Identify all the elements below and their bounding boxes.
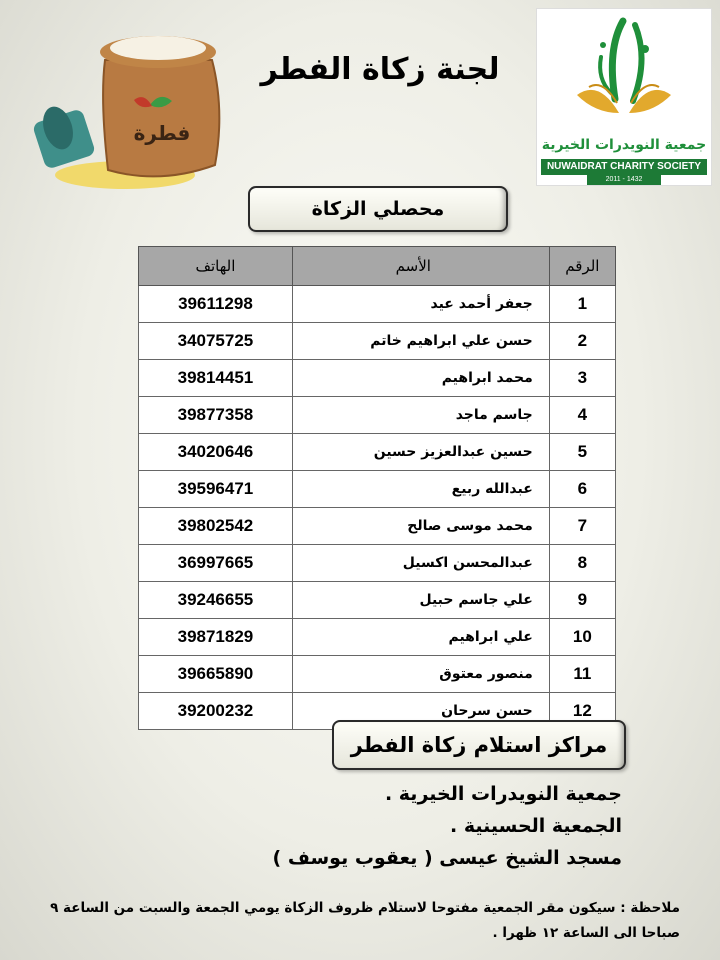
center-item: جمعية النويدرات الخيرية .	[384, 783, 622, 805]
row-name: عبدالله ربيع	[292, 471, 549, 508]
table-row	[139, 434, 616, 471]
page-title: لجنة زكاة الفطر	[260, 52, 500, 87]
header-phone: الهاتف	[139, 247, 293, 286]
row-number: 7	[549, 508, 615, 545]
table-header-row	[139, 247, 616, 286]
header-name: الأسم	[292, 247, 549, 286]
row-number: 6	[549, 471, 615, 508]
center-item: الجمعية الحسينية .	[450, 815, 622, 837]
row-phone: 39611298	[139, 286, 293, 323]
row-phone: 39665890	[139, 656, 293, 693]
row-number: 5	[549, 434, 615, 471]
row-number: 3	[549, 360, 615, 397]
row-phone: 39596471	[139, 471, 293, 508]
row-number: 8	[549, 545, 615, 582]
row-number: 4	[549, 397, 615, 434]
row-phone: 39802542	[139, 508, 293, 545]
row-name: عبدالمحسن اكسيل	[292, 545, 549, 582]
header-number: الرقم	[549, 247, 615, 286]
collectors-heading: محصلي الزكاة	[248, 186, 508, 232]
row-phone: 39200232	[139, 693, 293, 730]
table-row	[139, 656, 616, 693]
table-row	[139, 323, 616, 360]
table-row	[139, 545, 616, 582]
row-number: 11	[549, 656, 615, 693]
row-number: 9	[549, 582, 615, 619]
row-phone: 34075725	[139, 323, 293, 360]
note-text: ملاحظة : سيكون مقر الجمعية مفتوحا لاستلام ظروف الزكاة يومي الجمعة والسبت من الساعة ٩ صباحا الى الساعة ١٢ ظهرا .	[50, 900, 680, 941]
society-logo	[536, 8, 712, 186]
row-phone: 39877358	[139, 397, 293, 434]
table-row	[139, 360, 616, 397]
row-name: محمد موسى صالح	[292, 508, 549, 545]
centers-heading: مراكز استلام زكاة الفطر	[332, 720, 626, 770]
table-row	[139, 286, 616, 323]
row-name: حسن سرحان	[292, 693, 549, 730]
table-row	[139, 397, 616, 434]
row-phone: 39814451	[139, 360, 293, 397]
row-name: جعفر أحمد عيد	[292, 286, 549, 323]
row-name: حسين عبدالعزيز حسين	[292, 434, 549, 471]
table-row	[139, 471, 616, 508]
rice-sack-image	[30, 20, 230, 195]
row-number: 10	[549, 619, 615, 656]
logo-english-name: NUWAIDRAT CHARITY SOCIETY	[541, 159, 707, 175]
table-row	[139, 508, 616, 545]
centers-list	[62, 778, 622, 874]
row-name: علي جاسم حبيل	[292, 582, 549, 619]
row-phone: 34020646	[139, 434, 293, 471]
table-row	[139, 582, 616, 619]
collectors-table	[138, 246, 616, 730]
row-number: 2	[549, 323, 615, 360]
center-item: مسجد الشيخ عيسى ( يعقوب يوسف )	[272, 847, 622, 869]
row-phone: 39871829	[139, 619, 293, 656]
scoop-icon	[32, 103, 96, 170]
logo-years: 2011 - 1432	[587, 175, 661, 185]
row-name: محمد ابراهيم	[292, 360, 549, 397]
table-row	[139, 619, 616, 656]
row-number: 12	[549, 693, 615, 730]
row-phone: 36997665	[139, 545, 293, 582]
row-name: علي ابراهيم	[292, 619, 549, 656]
sack-label: فطرة	[133, 121, 191, 145]
row-name: حسن علي ابراهيم خاتم	[292, 323, 549, 360]
row-name: منصور معتوق	[292, 656, 549, 693]
row-name: جاسم ماجد	[292, 397, 549, 434]
row-number: 1	[549, 286, 615, 323]
logo-arabic-name: جمعية النويدرات الخيرية	[541, 137, 707, 153]
row-phone: 39246655	[139, 582, 293, 619]
